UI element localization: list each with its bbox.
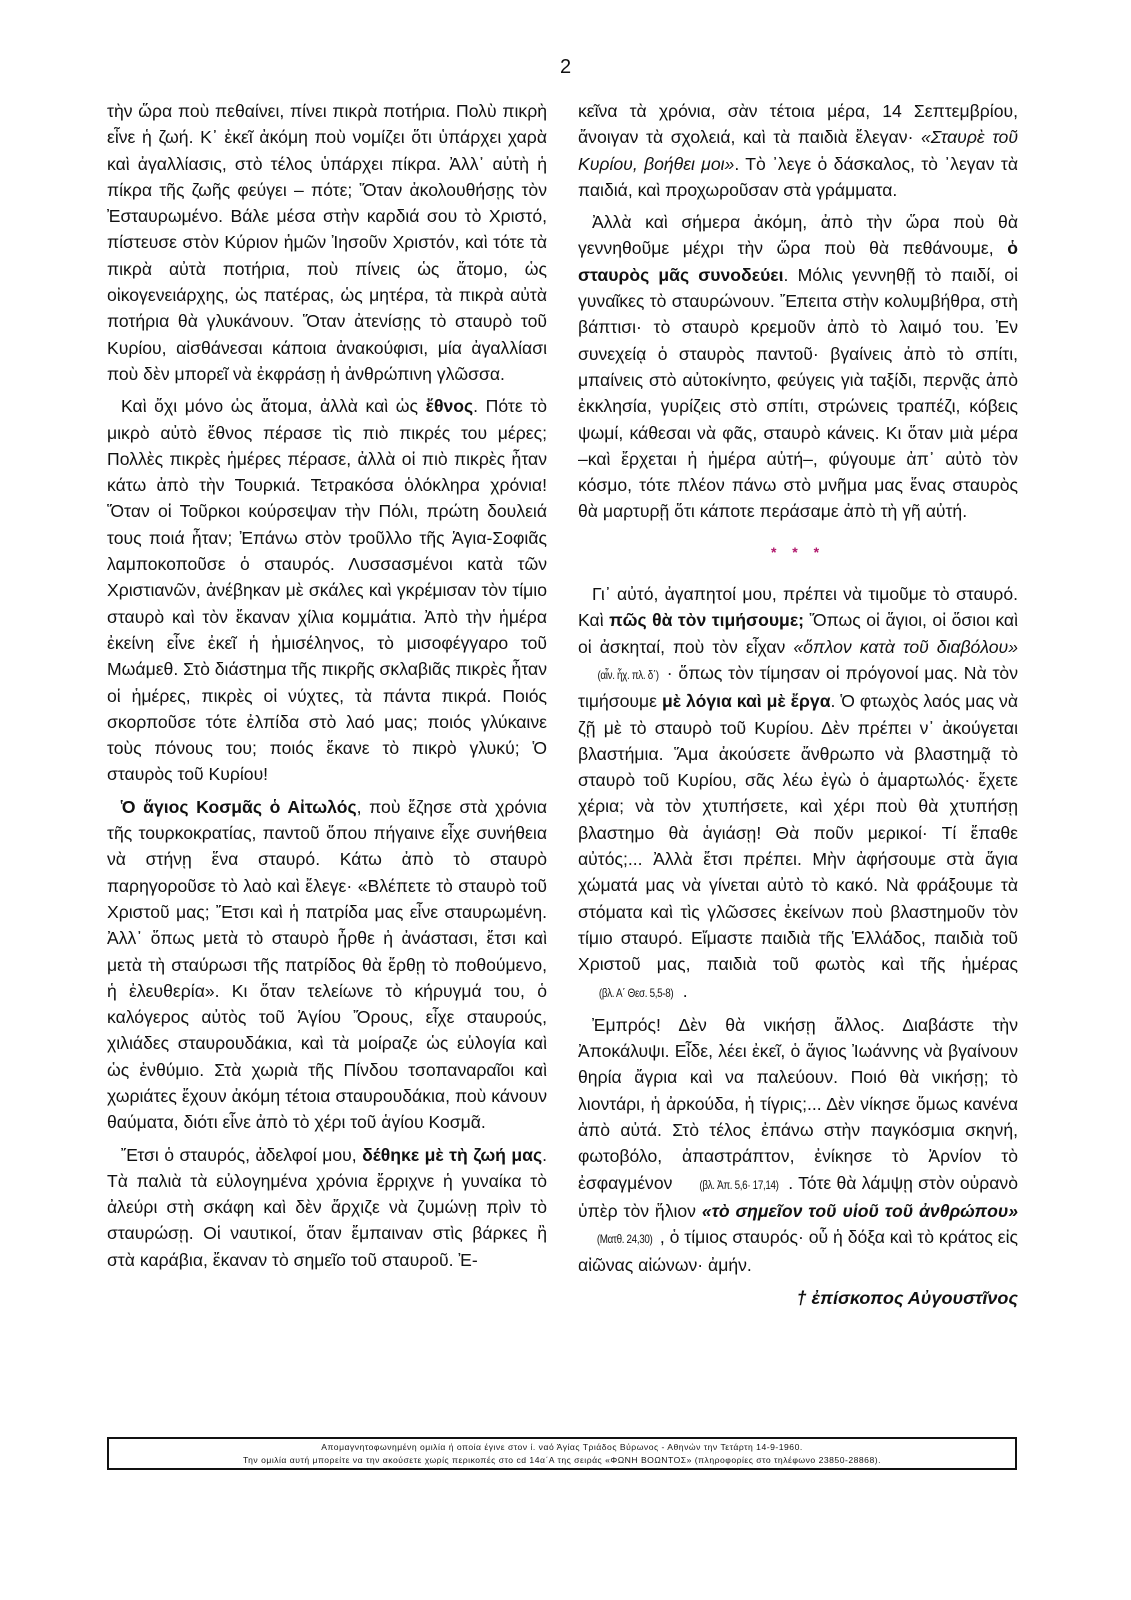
paragraph: Ἀλλὰ καὶ σήμερα ἀκόμη, ἀπὸ τὴν ὥρα ποὺ θὰ γεννηθοῦμε μέχρι τὴν ὥρα ποὺ θὰ πεθάνουμε, ὁ σταυρὸς μᾶς συνοδεύει. Μόλις γεννηθῇ τὸ παιδί, οἱ γυναῖκες τὸ σταυρώνουν. Ἔπειτα στὴν κολυμβήθρα, στὴ βάπτισι· τὸ σταυρὸ κρεμοῦν ἀπὸ τὸ λαιμό του. Ἐν συνεχείᾳ ὁ σταυρὸς παντοῦ· βγαίνεις ἀπὸ τὸ σπίτι, μπαίνεις στὸ αὐτοκίνητο, φεύγεις γιὰ ταξίδι, περνᾷς ἀπὸ ἐκκλησία, γυρίζεις στὸ σπίτι, στρώνεις τραπέζι, κόβεις ψωμί, κάθεσαι νὰ φᾶς, σταυρὸ κάνεις. Κι ὅταν μιὰ μέρα –καὶ ἔρχεται ἡ ἡμέρα αὐτή–, φύγουμε ἀπ᾽ αὐτὸ τὸν κόσμο, τότε πλέον πάνω στὸ μνῆμα μας ἕνας σταυρὸς θὰ μαρτυρῇ ὅτι κάποτε περάσαμε ἀπὸ τὴ γῆ αὐτή. <box>578 212 1018 522</box>
paragraph: κεῖνα τὰ χρόνια, σὰν τέτοια μέρα, 14 Σεπτεμβρίου, ἄνοιγαν τὰ σχολειά, καὶ τὰ παιδιὰ ἔλεγαν· «Σταυρὲ τοῦ Κυρίου, βοήθει μοι». Τὸ ᾽λεγε ὁ δάσκαλος, τὸ ᾽λεγαν τὰ παιδιά, καὶ προχωροῦσαν στὰ γράμματα. <box>578 101 1019 200</box>
right-column <box>578 98 1018 1311</box>
scripture-reference: (αἶν. ἦχ. πλ. δ΄) <box>597 667 659 682</box>
section-divider: * * * <box>770 543 826 560</box>
scripture-reference: (Ματθ. 24,30) <box>596 1232 653 1247</box>
signature: † ἐπίσκοπος Αὐγουστῖνος <box>796 1287 1018 1308</box>
footer-line: Την ομιλία αυτή μπορείτε να την ακούσετε χωρίς περικοπές στο cd 14α΄Α της σειράς «ΦΩΝΗ ΒΟΩΝΤΟΣ» (πληροφορίες στο τηλέφωνο 23850-28868). <box>243 1455 881 1465</box>
scripture-reference: (βλ. Ἀπ. 5,6· 17,14) <box>699 1177 779 1192</box>
page-number: 2 <box>559 56 572 78</box>
paragraph: τὴν ὥρα ποὺ πεθαίνει, πίνει πικρὰ ποτήρια. Πολὺ πικρὴ εἶνε ἡ ζωή. Κ᾽ ἐκεῖ ἀκόμη ποὺ νομίζει ὅτι ὑπάρχει χαρὰ καὶ ἀγαλλίασις, στὸ τέλος ὑπάρχει πίκρα. Ἀλλ᾽ αὐτὴ ἡ πίκρα τῆς ζωῆς φεύγει – πότε; Ὅταν ἀκολουθήσῃς τὸν Ἐσταυρωμένο. Βάλε μέσα στὴν καρδιά σου τὸ Χριστό, πίστευσε στὸν Κύριον ἡμῶν Ἰησοῦν Χριστόν, καὶ τότε τὰ πικρὰ αὐτὰ ποτήρια, ποὺ πίνεις ὡς ἄτομο, ὡς οἰκογενειάρχης, ὡς πατέρας, ὡς μητέρα, τὰ πικρὰ αὐτὰ ποτήρια θὰ γλυκάνουν. Ὅταν ἀτενίσῃς τὸ σταυρὸ τοῦ Κυρίου, αἰσθάνεσαι κάποια ἀνακούφισι, μία ἀγαλλίασι ποὺ δὲν μπορεῖ νὰ ἐκφράσῃ ἡ ἀνθρώπινη γλῶσσα. <box>107 101 547 384</box>
paragraph: Γι᾽ αὐτό, ἀγαπητοί μου, πρέπει νὰ τιμοῦμε τὸ σταυρό. Καὶ πῶς θὰ τὸν τιμήσουμε; Ὅπως οἱ ἅγιοι, οἱ ὅσιοι καὶ οἱ ἀσκηταί, ποὺ τὸν εἶχαν «ὅπλον κατὰ τοῦ διαβόλου»(αἶν. ἦχ. πλ. δ΄) · ὅπως τὸν τίμησαν οἱ πρόγονοί μας. Νὰ τὸν τιμήσουμε μὲ λόγια καὶ μὲ ἔργα. Ὁ φτωχὸς λαός μας νὰ ζῇ μὲ τὸ σταυρὸ τοῦ Κυρίου. Δὲν πρέπει ν᾽ ἀκούγεται βλαστήμια. Ἅμα ἀκούσετε ἄνθρωπο νὰ βλαστημᾷ τὸ σταυρὸ τοῦ Κυρίου, σᾶς λέω ἐγὼ ὁ ἁμαρτωλός· ἔχετε χέρια; νὰ τὸν χτυπήσετε, καὶ χέρι ποὺ θὰ χτυπήσῃ βλαστημο θὰ ἁγιάσῃ! Θὰ ποῦν μερικοί· Τί ἔπαθε αὐτός;... Ἀλλὰ ἔτσι πρέπει. Μὴν ἀφήσουμε στὰ ἅγια χώματά μας νὰ γίνεται αὐτὸ τὸ κακό. Νὰ φράξουμε τὰ στόματα καὶ τὶς γλῶσσες ἐκείνων ποὺ βλαστημοῦν τὸν τίμιο σταυρό. Εἴμαστε παιδιὰ τῆς Ἑλλάδος, παιδιὰ τοῦ Χριστοῦ μας, παιδιὰ τοῦ φωτὸς καὶ τῆς ἡμέρας (βλ. Α΄ Θεσ. 5,5-8) . <box>578 581 1018 1006</box>
paragraph: Ἔτσι ὁ σταυρός, ἀδελφοί μου, δέθηκε μὲ τὴ ζωή μας. Τὰ παλιὰ τὰ εὐλογημένα χρόνια ἔρριχνε ἡ γυναίκα τὸ ἀλεύρι στὴ σκάφη καὶ δὲν ἄρχιζε νὰ ζυμώνῃ πρὶν τὸ σταυρώσῃ. Οἱ ναυτικοί, ὅταν ἔμπαιναν στὶς βάρκες ἢ στὰ καράβια, ἔκαναν τὸ σημεῖο τοῦ σταυροῦ. Ἐ- <box>107 1144 547 1270</box>
paragraph: Ἐμπρός! Δὲν θὰ νικήσῃ ἄλλος. Διαβάστε τὴν Ἀποκάλυψι. Εἶδε, λέει ἐκεῖ, ὁ ἅγιος Ἰωάννης νὰ βγαίνουν θηρία ἄγρια καὶ να παλεύουν. Ποιό θὰ νικήσῃ; τὸ λιοντάρι, ἡ ἀρκούδα, ἡ τίγρις;... Δὲν νίκησε ὅμως κανένα ἀπὸ αὐτά. Στὸ τέλος ἐπάνω στὴν παγκόσμια σκηνή, φωτοβόλο, ἀπαστράπτον, ἐνίκησε τὸ Ἀρνίον τὸ ἐσφαγμένον (βλ. Ἀπ. 5,6· 17,14) . Τότε θὰ λάμψῃ στὸν οὐρανὸ ὑπὲρ τὸν ἥλιον «τὸ σημεῖον τοῦ υἱοῦ τοῦ ἀνθρώπου»(Ματθ. 24,30) , ὁ τίμιος σταυρός· οὗ ἡ δόξα καὶ τὸ κράτος εἰς αἰῶνας αἰώνων· ἀμήν. <box>578 1014 1019 1276</box>
paragraph: Ὁ ἅγιος Κοσμᾶς ὁ Αἰτωλός, ποὺ ἔζησε στὰ χρόνια τῆς τουρκοκρατίας, παντοῦ ὅπου πήγαινε εἶχε συνήθεια νὰ στήνῃ ἕνα σταυρό. Κάτω ἀπὸ τὸ σταυρὸ παρηγοροῦσε τὸ λαὸ καὶ ἔλεγε· «Βλέπετε τὸ σταυρὸ τοῦ Χριστοῦ μας; Ἔτσι καὶ ἡ πατρίδα μας εἶνε σταυρωμένη. Ἀλλ᾽ ὅπως μετὰ τὸ σταυρὸ ἦρθε ἡ ἀνάστασι, ἔτσι καὶ μετὰ τὴ σταύρωσι τῆς πατρίδος θὰ ἔρθῃ τὸ ποθούμενο, ἡ ἐλευθερία». Κι ὅταν τελείωνε τὸ κήρυγμά του, ὁ καλόγερος αὐτὸς τοῦ Ἁγίου Ὄρους, εἶχε σταυρούς, χιλιάδες σταυρουδάκια, καὶ τὰ μοίραζε ὡς εὐλογία καὶ ὡς ἐνθύμιο. Στὰ χωριὰ τῆς Πίνδου τσοπαναραῖοι καὶ χωριάτες ἔχουν ἀκόμη τέτοια σταυρουδάκια, ποὺ κάνουν θαύματα, διότι εἶνε ἀπὸ τὸ χέρι τοῦ ἁγίου Κοσμᾶ. <box>107 796 547 1133</box>
scripture-reference: (βλ. Α΄ Θεσ. 5,5-8) <box>598 985 674 1000</box>
paragraph: Καὶ ὄχι μόνο ὡς ἄτομα, ἀλλὰ καὶ ὡς ἔθνος. Πότε τὸ μικρὸ αὐτὸ ἔθνος πέρασε τὶς πιὸ πικρές του μέρες; Πολλὲς πικρὲς ἡμέρες πέρασε, ἀλλὰ οἱ πιὸ πικρὲς ἦταν κάτω ἀπὸ τὴν Τουρκιά. Τετρακόσα ὁλόκληρα χρόνια! Ὅταν οἱ Τοῦρκοι κούρσεψαν τὴν Πόλι, πρώτη δουλειά τους ποιά ἦταν; Ἐπάνω στὸν τροῦλλο τῆς Ἁγια-Σοφιᾶς λαμποκοποῦσε ὁ σταυρός. Λυσσασμένοι κατὰ τῶν Χριστιανῶν, ἀνέβηκαν μὲ σκάλες καὶ γκρέμισαν τὸν τίμιο σταυρὸ καὶ τὸν ἔκαναν χίλια κομμάτια. Ἀπὸ τὴν ἡμέρα ἐκείνη εἶνε ἐκεῖ ἡ ἡμισέληνος, τὸ μισοφέγγαρο τοῦ Μωάμεθ. Στὸ διάστημα τῆς πικρῆς σκλαβιᾶς πικρὲς ἦταν οἱ ἡμέρες, πικρὲς οἱ νύχτες, τὰ πάντα πικρά. Ποιός σκορποῦσε τότε ἐλπίδα στὸ λαό μας; ποιός γλύκαινε τοὺς πόνους του; ποιός ἔκανε τὸ πικρὸ γλυκύ; Ὁ σταυρὸς τοῦ Κυρίου! <box>107 396 547 785</box>
left-column <box>107 98 547 1279</box>
footer-line: Απομαγνητοφωνημένη ομιλία ή οποία έγινε στον ί. ναό Άγίας Τριάδος Βύρωνος - Αθηνών την Τετάρτη 14-9-1960. <box>321 1442 803 1452</box>
footer-note <box>107 1437 1017 1470</box>
